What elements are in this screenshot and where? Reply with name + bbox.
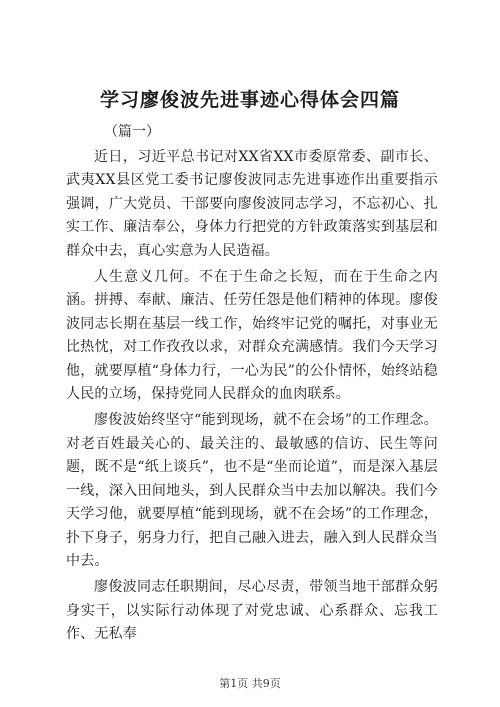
page-footer: 第1页 共9页 [219, 677, 281, 690]
document-title: 学习廖俊波先进事迹心得体会四篇 [99, 89, 400, 111]
paragraph-2: 人生意义几何。不在于生命之长短，而在于生命之内涵。拼搏、奉献、廉洁、任劳任怨是他们精神的体现。廖俊波同志长期在基层一线工作，始终牢记党的嘱托，对事业无比热忱，对工作孜孜以求，对群众充满感情。我们今天学习他，就要厚植“身体力行，一心为民”的公仆情怀，始终站稳人民的立场，保持党同人民群众的血肉联系。 [66, 269, 438, 403]
document-body [66, 146, 438, 650]
paragraph-1: 近日，习近平总书记对XX省XX市委原常委、副市长、武夷XX县区党工委书记廖俊波同志先进事迹作出重要指示强调，广大党员、干部要向廖俊波同志学习，不忘初心、扎实工作、廉洁奉公，身体力行把党的方针政策落实到基层和群众中去，真心实意为人民造福。 [66, 149, 438, 259]
section-label: （篇一） [104, 124, 160, 140]
paragraph-4: 廖俊波同志任职期间，尽心尽责，带领当地干部群众躬身实干，以实际行动体现了对党忠诚、心系群众、忘我工作、无私奉 [66, 579, 438, 643]
paragraph-3: 廖俊波始终坚守“能到现场，就不在会场”的工作理念。对老百姓最关心的、最关注的、最敏感的信访、民生等问题，既不是“纸上谈兵”，也不是“坐而论道”，而是深入基层一线，深入田间地头，到人民群众当中去加以解决。我们今天学习他，就要厚植“能到现场，就不在会场”的工作理念，扑下身子，躬身力行，把自己融入进去，融入到人民群众当中去。 [66, 412, 438, 569]
